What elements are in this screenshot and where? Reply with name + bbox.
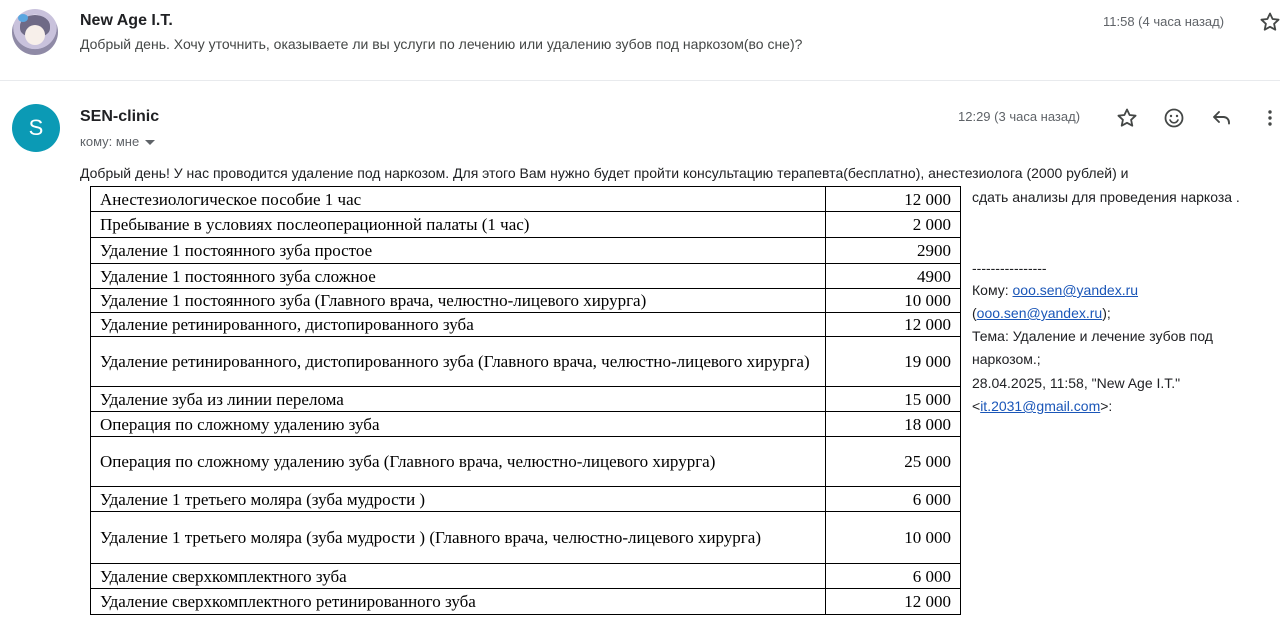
service-cell: Удаление сверхкомплектного ретинированного зуба [91, 589, 826, 615]
sender-name: New Age I.T. [80, 12, 173, 29]
table-row [91, 337, 961, 387]
service-cell: Пребывание в условиях послеоперационной палаты (1 час) [91, 212, 826, 238]
message-snippet: Добрый день. Хочу уточнить, оказываете ли вы услуги по лечению или удалению зубов под наркозом(во сне)? [80, 36, 803, 52]
table-row [91, 564, 961, 589]
quote-to-line [972, 282, 1138, 298]
more-vert-icon[interactable] [1256, 104, 1280, 132]
avatar [12, 9, 58, 55]
table-row [91, 313, 961, 337]
table-row [91, 589, 961, 615]
table-row [91, 289, 961, 313]
price-table [90, 186, 961, 615]
quote-from-line [972, 398, 1112, 414]
price-cell: 10 000 [826, 512, 961, 564]
service-cell: Удаление зуба из линии перелома [91, 387, 826, 412]
price-cell: 10 000 [826, 289, 961, 313]
price-cell: 18 000 [826, 412, 961, 437]
price-cell: 6 000 [826, 487, 961, 512]
message-time: 12:29 (3 часа назад) [958, 109, 1081, 124]
service-cell: Удаление сверхкомплектного зуба [91, 564, 826, 589]
price-cell: 12 000 [826, 187, 961, 212]
price-cell: 2900 [826, 238, 961, 264]
message-collapsed[interactable] [0, 0, 1280, 81]
quote-subject: Тема: Удаление и лечение зубов под [972, 328, 1213, 344]
price-cell: 6 000 [826, 564, 961, 589]
quote-to-label: Кому: [972, 282, 1013, 298]
quote-date-line: 28.04.2025, 11:58, "New Age I.T." [972, 375, 1181, 391]
table-row [91, 412, 961, 437]
price-cell: 19 000 [826, 337, 961, 387]
price-cell: 12 000 [826, 589, 961, 615]
table-row [91, 212, 961, 238]
quote-to-line [972, 305, 1111, 321]
email-link[interactable]: it.2031@gmail.com [980, 398, 1101, 414]
price-cell: 15 000 [826, 387, 961, 412]
service-cell: Удаление 1 третьего моляра (зуба мудрости ) [91, 487, 826, 512]
service-cell: Удаление 1 постоянного зуба простое [91, 238, 826, 264]
email-link[interactable]: ooo.sen@yandex.ru [1012, 282, 1139, 298]
star-icon[interactable] [1258, 10, 1280, 34]
price-cell: 12 000 [826, 313, 961, 337]
table-row [91, 264, 961, 289]
price-cell: 4900 [826, 264, 961, 289]
paren-close: ); [1102, 305, 1111, 321]
email-link[interactable]: ooo.sen@yandex.ru [976, 305, 1103, 321]
service-cell: Анестезиологическое пособие 1 час [91, 187, 826, 212]
paren-open: ( [972, 305, 977, 321]
service-cell: Удаление 1 постоянного зуба сложное [91, 264, 826, 289]
price-cell: 2 000 [826, 212, 961, 238]
message-body-continuation: сдать анализы для проведения наркоза . [972, 189, 1240, 205]
sender-name: SEN-clinic [80, 108, 160, 125]
table-row [91, 238, 961, 264]
angle-close: >: [1100, 398, 1113, 414]
table-row [91, 487, 961, 512]
service-cell: Удаление 1 постоянного зуба (Главного врача, челюстно-лицевого хирурга) [91, 289, 826, 313]
avatar: S [12, 104, 60, 152]
quote-divider: ---------------- [972, 260, 1047, 276]
price-cell: 25 000 [826, 437, 961, 487]
angle-open: < [972, 398, 981, 414]
service-cell: Удаление 1 третьего моляра (зуба мудрости ) (Главного врача, челюстно-лицевого хирурга) [91, 512, 826, 564]
emoji-icon[interactable] [1160, 104, 1188, 132]
recipient-details-toggle[interactable] [80, 134, 155, 149]
table-row [91, 512, 961, 564]
recipient-label: кому: мне [80, 134, 140, 149]
message-time: 11:58 (4 часа назад) [1103, 14, 1225, 29]
service-cell: Удаление ретинированного, дистопированного зуба (Главного врача, челюстно-лицевого хирурга) [91, 337, 826, 387]
table-row [91, 437, 961, 487]
table-row [91, 187, 961, 212]
chevron-down-icon [145, 140, 155, 145]
quote-subject: наркозом.; [972, 351, 1041, 367]
star-icon[interactable] [1113, 104, 1141, 132]
reply-icon[interactable] [1208, 104, 1236, 132]
service-cell: Операция по сложному удалению зуба [91, 412, 826, 437]
service-cell: Операция по сложному удалению зуба (Главного врача, челюстно-лицевого хирурга) [91, 437, 826, 487]
service-cell: Удаление ретинированного, дистопированного зуба [91, 313, 826, 337]
message-body-text: Добрый день! У нас проводится удаление под наркозом. Для этого Вам нужно будет пройти консультацию терапевта(бесплатно), анестезиолога (2000 рублей) и [80, 165, 1129, 181]
table-row [91, 387, 961, 412]
